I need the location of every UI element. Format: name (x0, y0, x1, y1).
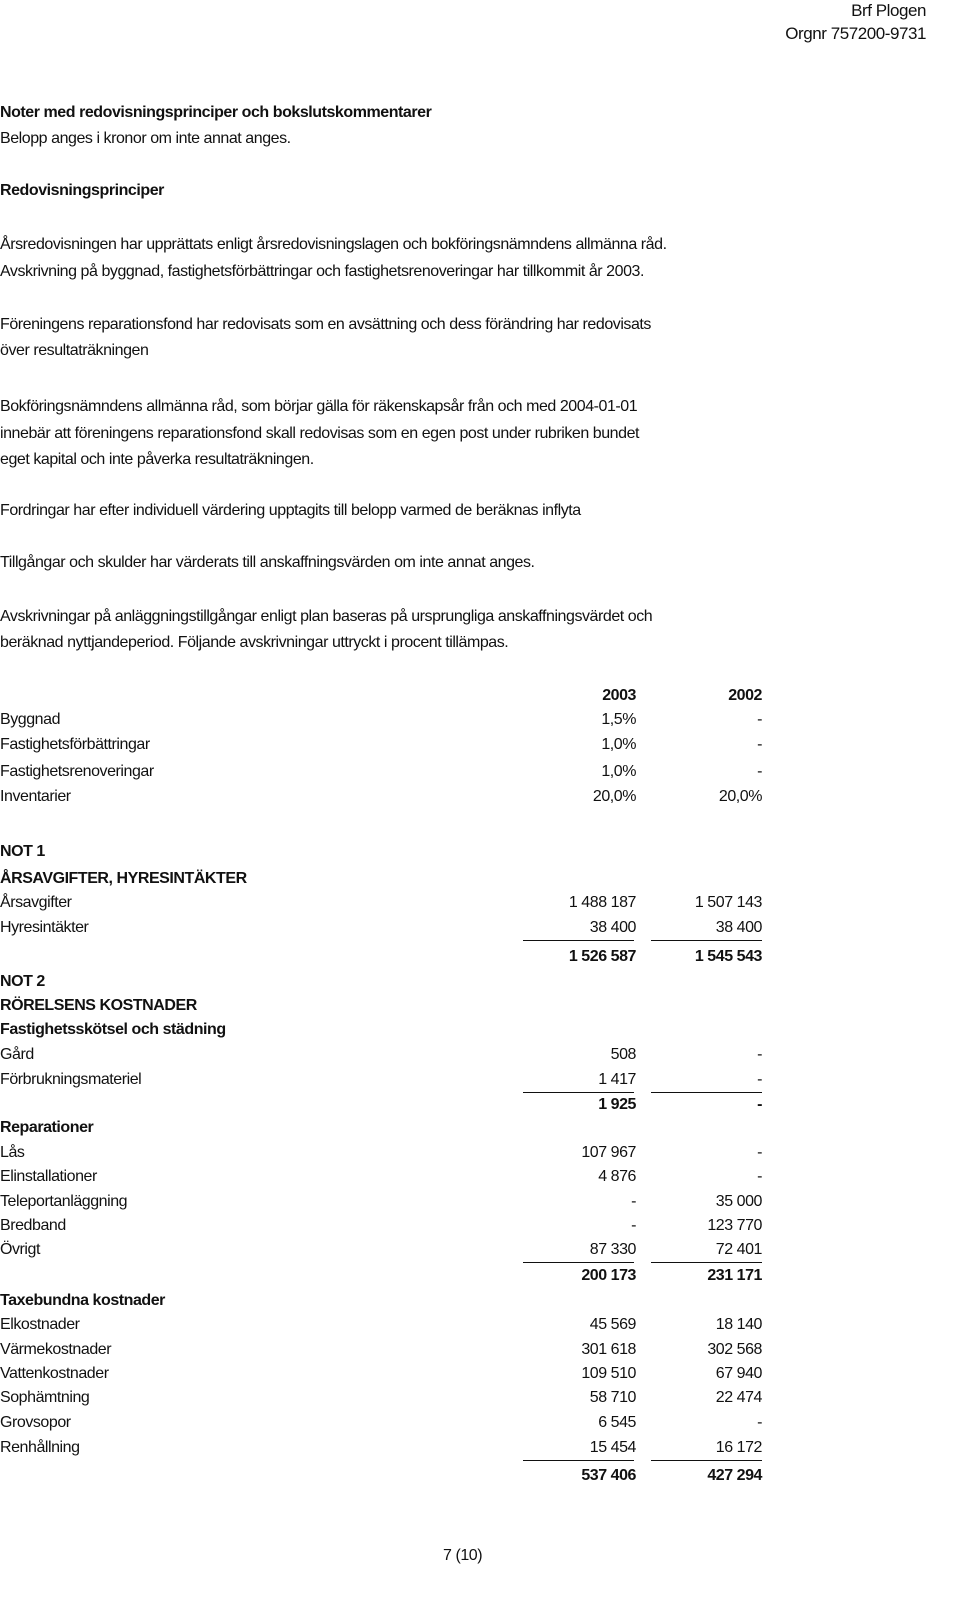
value-2002: - (757, 1046, 762, 1063)
value-2002: - (757, 1071, 762, 1088)
value-2002: 72 401 (715, 1241, 762, 1258)
paragraph-line: innebär att föreningens reparationsfond skall redovisas som en egen post under rubriken bundet (0, 425, 640, 442)
value-2002: - (757, 763, 762, 780)
value-2002: 123 770 (707, 1217, 762, 1234)
value-2003: - (631, 1217, 636, 1234)
sum-divider (651, 1092, 762, 1093)
value-2003: 109 510 (581, 1365, 636, 1382)
sum-divider (523, 1460, 634, 1461)
row-label: Hyresintäkter (0, 919, 89, 936)
sum-divider (523, 1262, 634, 1263)
paragraph-line: Tillgångar och skulder har värderats till anskaffningsvärden om inte annat anges. (0, 554, 535, 571)
value-2002: 231 171 (707, 1267, 762, 1284)
value-2002: 16 172 (715, 1439, 762, 1456)
value-2003: 6 545 (598, 1414, 636, 1431)
paragraph-line: Årsredovisningen har upprättats enligt årsredovisningslagen och bokföringsnämndens allmänna råd. (0, 236, 667, 253)
row-label: Inventarier (0, 788, 71, 805)
notes-subtitle: Belopp anges i kronor om inte annat anges. (0, 130, 291, 147)
value-2002: - (757, 1168, 762, 1185)
row-label: Värmekostnader (0, 1341, 112, 1358)
value-2003: 1,5% (601, 711, 636, 728)
note-heading: NOT 1 (0, 843, 45, 860)
value-2002: 22 474 (715, 1389, 762, 1406)
value-2003: 1,0% (601, 763, 636, 780)
value-2003: 87 330 (589, 1241, 636, 1258)
value-2002: 302 568 (707, 1341, 762, 1358)
value-2002: 1 507 143 (694, 894, 762, 911)
value-2002: 38 400 (715, 919, 762, 936)
sum-divider (523, 1092, 634, 1093)
row-label: Renhållning (0, 1439, 80, 1456)
row-label: Bredband (0, 1217, 66, 1234)
org-number: Orgnr 757200-9731 (785, 24, 926, 43)
value-2003: 38 400 (589, 919, 636, 936)
row-label: Gård (0, 1046, 34, 1063)
row-label: Lås (0, 1144, 25, 1161)
paragraph-line: över resultaträkningen (0, 342, 149, 359)
paragraph-line: Avskrivning på byggnad, fastighetsförbättringar och fastighetsrenoveringar har tillkommit år 2003. (0, 263, 644, 280)
page-number: 7 (10) (443, 1547, 483, 1564)
paragraph-line: Föreningens reparationsfond har redovisats som en avsättning och dess förändring har redovisats (0, 316, 651, 333)
value-2002: - (757, 736, 762, 753)
note-heading: Reparationer (0, 1119, 94, 1136)
value-2003: 1,0% (601, 736, 636, 753)
value-2003: 2003 (602, 687, 636, 704)
row-label: Förbrukningsmateriel (0, 1071, 142, 1088)
value-2002: 427 294 (707, 1467, 762, 1484)
paragraph-line: Avskrivningar på anläggningstillgångar enligt plan baseras på ursprungliga anskaffningsvärdet och (0, 608, 653, 625)
row-label: Teleportanläggning (0, 1193, 128, 1210)
value-2003: 45 569 (589, 1316, 636, 1333)
row-label: Elkostnader (0, 1316, 80, 1333)
value-2003: 537 406 (581, 1467, 636, 1484)
paragraph-line: beräknad nyttjandeperiod. Följande avskrivningar uttryckt i procent tillämpas. (0, 634, 509, 651)
value-2002: 18 140 (715, 1316, 762, 1333)
value-2003: 1 925 (598, 1096, 636, 1113)
value-2002: 67 940 (715, 1365, 762, 1382)
value-2003: 58 710 (589, 1389, 636, 1406)
value-2003: 4 876 (598, 1168, 636, 1185)
value-2003: 1 417 (598, 1071, 636, 1088)
value-2003: 1 526 587 (568, 948, 636, 965)
section-heading: Redovisningsprinciper (0, 182, 164, 199)
row-label: Fastighetsförbättringar (0, 736, 150, 753)
sum-divider (523, 940, 634, 941)
value-2003: 15 454 (589, 1439, 636, 1456)
value-2003: 508 (610, 1046, 636, 1063)
row-label: Vattenkostnader (0, 1365, 109, 1382)
note-heading: RÖRELSENS KOSTNADER (0, 997, 197, 1014)
paragraph-line: Bokföringsnämndens allmänna råd, som börjar gälla för räkenskapsår från och med 2004-01-01 (0, 398, 638, 415)
note-heading: NOT 2 (0, 973, 45, 990)
row-label: Årsavgifter (0, 894, 72, 911)
row-label: Övrigt (0, 1241, 40, 1258)
value-2002: - (757, 711, 762, 728)
value-2003: 1 488 187 (568, 894, 636, 911)
note-heading: Fastighetsskötsel och städning (0, 1021, 226, 1038)
value-2002: 1 545 543 (694, 948, 762, 965)
value-2002: - (757, 1414, 762, 1431)
paragraph-line: eget kapital och inte påverka resultaträkningen. (0, 451, 314, 468)
notes-title: Noter med redovisningsprinciper och bokslutskommentarer (0, 104, 432, 121)
row-label: Fastighetsrenoveringar (0, 763, 154, 780)
sum-divider (651, 1262, 762, 1263)
value-2003: 20,0% (592, 788, 636, 805)
value-2003: 200 173 (581, 1267, 636, 1284)
sum-divider (651, 940, 762, 941)
row-label: Grovsopor (0, 1414, 71, 1431)
value-2002: 35 000 (715, 1193, 762, 1210)
note-heading: ÅRSAVGIFTER, HYRESINTÄKTER (0, 870, 247, 887)
row-label: Elinstallationer (0, 1168, 97, 1185)
value-2003: - (631, 1193, 636, 1210)
value-2002: - (757, 1144, 762, 1161)
note-heading: Taxebundna kostnader (0, 1292, 165, 1309)
value-2002: - (757, 1096, 762, 1113)
value-2003: 301 618 (581, 1341, 636, 1358)
value-2002: 20,0% (718, 788, 762, 805)
value-2003: 107 967 (581, 1144, 636, 1161)
value-2002: 2002 (728, 687, 762, 704)
sum-divider (651, 1460, 762, 1461)
org-name: Brf Plogen (851, 1, 926, 20)
row-label: Byggnad (0, 711, 61, 728)
paragraph-line: Fordringar har efter individuell värdering upptagits till belopp varmed de beräknas inflyta (0, 502, 581, 519)
row-label: Sophämtning (0, 1389, 90, 1406)
